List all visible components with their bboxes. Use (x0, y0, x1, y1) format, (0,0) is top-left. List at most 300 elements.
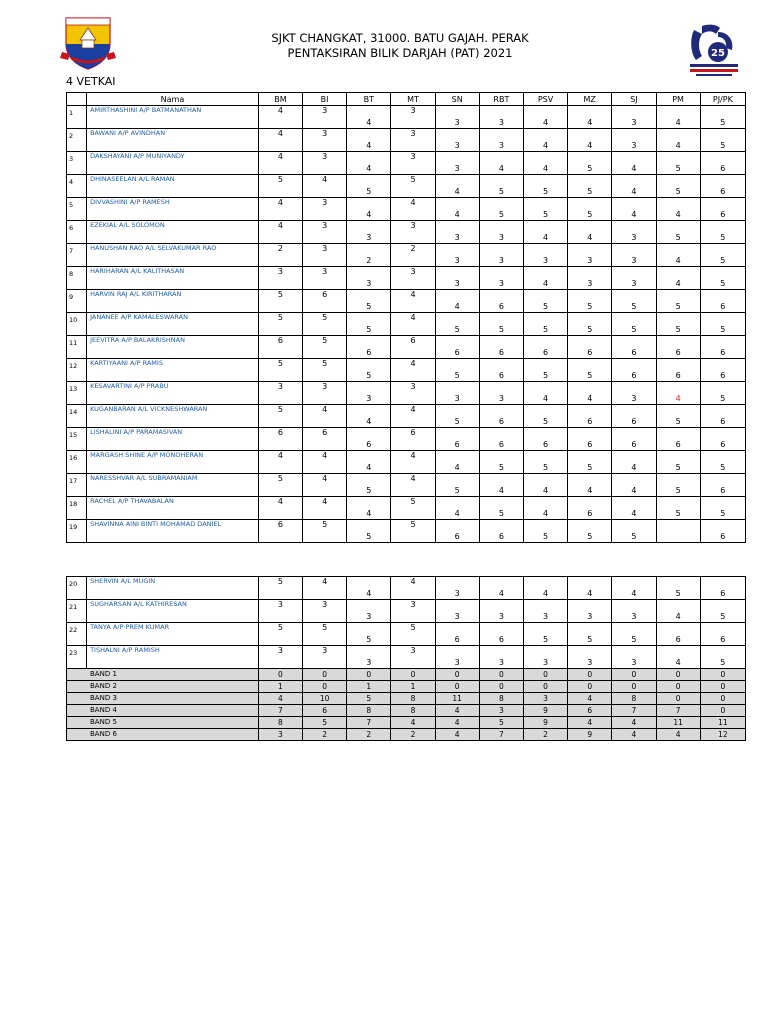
score-cell: 6 (523, 428, 567, 451)
header-rbt: RBT (479, 93, 523, 106)
score-cell: 3 (391, 152, 435, 175)
score-cell: 5 (700, 451, 745, 474)
score-cell: 5 (258, 313, 302, 336)
score-cell: 3 (347, 221, 391, 244)
header-bm: BM (258, 93, 302, 106)
table-row (67, 198, 746, 221)
score-cell: 4 (303, 451, 347, 474)
exam-title: PENTAKSIRAN BILIK DARJAH (PAT) 2021 (287, 46, 513, 60)
score-cell: 5 (700, 600, 745, 623)
score-cell: 3 (612, 267, 656, 290)
band-count: 0 (303, 669, 347, 681)
score-cell: 4 (568, 129, 612, 152)
score-cell: 6 (656, 359, 700, 382)
score-cell: 6 (479, 336, 523, 359)
band-count: 4 (435, 729, 479, 741)
score-cell: 4 (347, 405, 391, 428)
table-row (67, 221, 746, 244)
score-cell: 3 (479, 600, 523, 623)
score-cell: 4 (612, 577, 656, 600)
band-label: BAND 3 (67, 693, 259, 705)
score-cell: 4 (523, 221, 567, 244)
score-cell: 5 (303, 520, 347, 543)
score-cell: 3 (435, 244, 479, 267)
score-cell: 3 (303, 198, 347, 221)
band-count: 8 (258, 717, 302, 729)
score-cell: 6 (700, 152, 745, 175)
score-cell: 4 (612, 474, 656, 497)
score-cell: 5 (700, 244, 745, 267)
band-count: 3 (479, 705, 523, 717)
score-cell: 5 (523, 198, 567, 221)
table-header-row (67, 93, 746, 106)
score-cell: 5 (479, 313, 523, 336)
table-row (67, 290, 746, 313)
score-cell: 5 (347, 175, 391, 198)
score-cell: 4 (391, 577, 435, 600)
score-cell: 5 (523, 405, 567, 428)
document-title (200, 31, 600, 61)
score-cell: 4 (612, 451, 656, 474)
score-table (66, 92, 746, 543)
score-cell: 5 (700, 646, 745, 669)
header-sn: SN (435, 93, 479, 106)
header-bt: BT (347, 93, 391, 106)
band-count: 0 (347, 669, 391, 681)
score-cell: 4 (435, 290, 479, 313)
header-bi: BI (303, 93, 347, 106)
score-cell: 4 (523, 129, 567, 152)
score-cell: 3 (303, 600, 347, 623)
score-cell: 5 (258, 290, 302, 313)
score-cell: 4 (656, 382, 700, 405)
score-cell: 5 (258, 405, 302, 428)
score-cell: 5 (568, 359, 612, 382)
score-cell: 6 (700, 428, 745, 451)
score-cell: 5 (568, 175, 612, 198)
score-cell: 6 (435, 520, 479, 543)
score-cell: 3 (435, 600, 479, 623)
band-count: 8 (347, 705, 391, 717)
band-count: 0 (656, 693, 700, 705)
band-label: BAND 6 (67, 729, 259, 741)
score-cell: 4 (656, 106, 700, 129)
student-name: SUGHARSAN A/L KATHIRESAN (87, 600, 259, 623)
band-count: 4 (568, 717, 612, 729)
score-cell: 5 (347, 520, 391, 543)
student-name: DIVVASHINI A/P RAMESH (87, 198, 259, 221)
header-pm: PM (656, 93, 700, 106)
student-name: MARGASH SHINE A/P MONOHERAN (87, 451, 259, 474)
header-no (67, 93, 87, 106)
table-row (67, 474, 746, 497)
score-cell: 5 (391, 497, 435, 520)
score-cell: 5 (523, 520, 567, 543)
row-number: 16 (67, 451, 87, 474)
band-count: 0 (568, 669, 612, 681)
band-count: 0 (523, 669, 567, 681)
score-cell: 6 (303, 428, 347, 451)
row-number: 18 (67, 497, 87, 520)
row-number: 21 (67, 600, 87, 623)
row-number: 22 (67, 623, 87, 646)
score-cell: 3 (568, 244, 612, 267)
score-cell: 5 (700, 221, 745, 244)
band-count: 7 (347, 717, 391, 729)
band-count: 8 (391, 693, 435, 705)
score-cell: 4 (568, 382, 612, 405)
score-cell: 6 (612, 359, 656, 382)
score-cell: 5 (656, 474, 700, 497)
score-cell: 3 (612, 600, 656, 623)
table-row (67, 428, 746, 451)
band-count: 9 (568, 729, 612, 741)
score-cell: 4 (347, 497, 391, 520)
band-count: 2 (391, 729, 435, 741)
score-cell: 3 (479, 646, 523, 669)
score-cell: 3 (479, 221, 523, 244)
score-cell: 3 (568, 600, 612, 623)
band-label: BAND 2 (67, 681, 259, 693)
row-number: 20 (67, 577, 87, 600)
score-cell: 6 (479, 623, 523, 646)
band-count: 12 (700, 729, 745, 741)
score-cell: 5 (523, 175, 567, 198)
band-count: 7 (656, 705, 700, 717)
band-row (67, 717, 746, 729)
band-row (67, 669, 746, 681)
header-pjpk: PJ/PK (700, 93, 745, 106)
band-count: 1 (391, 681, 435, 693)
score-cell: 4 (612, 152, 656, 175)
student-name: AMIRTHASHINI A/P BATMANATHAN (87, 106, 259, 129)
score-cell: 4 (568, 106, 612, 129)
band-count: 4 (612, 717, 656, 729)
score-cell: 3 (612, 382, 656, 405)
score-cell: 4 (568, 577, 612, 600)
score-cell: 3 (258, 646, 302, 669)
score-cell: 4 (258, 221, 302, 244)
score-cell: 5 (656, 175, 700, 198)
row-number: 7 (67, 244, 87, 267)
score-cell: 5 (303, 336, 347, 359)
score-cell: 4 (479, 474, 523, 497)
score-cell: 6 (435, 336, 479, 359)
score-cell: 4 (479, 577, 523, 600)
band-row (67, 705, 746, 717)
table-row (67, 313, 746, 336)
band-count: 4 (435, 705, 479, 717)
table-row (67, 359, 746, 382)
score-cell: 5 (391, 520, 435, 543)
band-count: 0 (612, 681, 656, 693)
row-number: 17 (67, 474, 87, 497)
score-cell: 3 (435, 646, 479, 669)
score-cell: 6 (347, 336, 391, 359)
row-number: 12 (67, 359, 87, 382)
score-cell: 4 (391, 405, 435, 428)
band-count: 0 (700, 705, 745, 717)
student-name: SHAVINNA AINI BINTI MOHAMAD DANIEL (87, 520, 259, 543)
band-count: 6 (568, 705, 612, 717)
row-number: 9 (67, 290, 87, 313)
table-row (67, 405, 746, 428)
score-cell (656, 520, 700, 543)
score-cell: 4 (258, 497, 302, 520)
band-count: 0 (479, 681, 523, 693)
student-name: EZEKIAL A/L SOLOMON (87, 221, 259, 244)
score-cell: 5 (391, 623, 435, 646)
score-cell: 5 (656, 497, 700, 520)
score-cell: 5 (303, 623, 347, 646)
score-cell: 5 (612, 290, 656, 313)
band-count: 4 (435, 717, 479, 729)
score-cell: 3 (258, 600, 302, 623)
band-count: 11 (700, 717, 745, 729)
score-cell: 5 (612, 623, 656, 646)
band-count: 0 (700, 669, 745, 681)
student-name: TANYA A/P PREM KUMAR (87, 623, 259, 646)
band-count: 4 (656, 729, 700, 741)
score-cell: 4 (656, 646, 700, 669)
score-cell: 5 (347, 623, 391, 646)
band-count: 7 (479, 729, 523, 741)
band-count: 0 (700, 681, 745, 693)
band-count: 0 (656, 681, 700, 693)
score-cell: 5 (656, 451, 700, 474)
band-count: 0 (523, 681, 567, 693)
score-cell: 5 (479, 451, 523, 474)
table-row (67, 497, 746, 520)
score-cell: 4 (258, 451, 302, 474)
score-cell: 5 (435, 313, 479, 336)
score-cell: 5 (479, 198, 523, 221)
band-count: 0 (258, 669, 302, 681)
student-name: LISHALINI A/P PARAMASIVAN (87, 428, 259, 451)
score-cell: 5 (700, 106, 745, 129)
band-count: 11 (656, 717, 700, 729)
score-cell: 6 (568, 405, 612, 428)
table-row (67, 520, 746, 543)
score-cell: 4 (612, 497, 656, 520)
score-cell: 4 (347, 451, 391, 474)
score-cell: 2 (347, 244, 391, 267)
row-number: 15 (67, 428, 87, 451)
table-row (67, 244, 746, 267)
score-cell: 6 (700, 175, 745, 198)
score-cell: 3 (391, 382, 435, 405)
student-name: HANUSHAN RAO A/L SELVAKUMAR RAO (87, 244, 259, 267)
student-name: TISHALNI A/P RAMISH (87, 646, 259, 669)
score-cell: 3 (435, 267, 479, 290)
band-row (67, 681, 746, 693)
score-cell: 5 (435, 405, 479, 428)
score-cell: 4 (435, 497, 479, 520)
score-cell: 5 (568, 290, 612, 313)
score-cell: 4 (391, 313, 435, 336)
score-cell: 4 (391, 198, 435, 221)
score-cell: 6 (700, 336, 745, 359)
score-cell: 6 (479, 359, 523, 382)
student-name: BAWANI A/P AVINDHAN (87, 129, 259, 152)
row-number: 8 (67, 267, 87, 290)
student-name: DAKSHAYANI A/P MUNIYANDY (87, 152, 259, 175)
row-number: 4 (67, 175, 87, 198)
score-cell: 5 (568, 313, 612, 336)
score-cell: 3 (347, 382, 391, 405)
row-number: 5 (67, 198, 87, 221)
header-name: Nama (87, 93, 259, 106)
score-cell: 6 (568, 497, 612, 520)
score-cell: 5 (258, 359, 302, 382)
band-count: 0 (435, 681, 479, 693)
score-cell: 6 (700, 359, 745, 382)
band-count: 8 (612, 693, 656, 705)
band-label: BAND 1 (67, 669, 259, 681)
score-cell: 3 (391, 129, 435, 152)
score-cell: 6 (700, 474, 745, 497)
score-cell: 3 (612, 129, 656, 152)
score-cell: 4 (347, 152, 391, 175)
header-sj: SJ (612, 93, 656, 106)
band-count: 0 (612, 669, 656, 681)
score-cell: 5 (700, 313, 745, 336)
score-cell: 4 (523, 577, 567, 600)
table-row (67, 267, 746, 290)
score-cell: 4 (435, 198, 479, 221)
score-cell: 4 (303, 577, 347, 600)
score-cell: 4 (612, 198, 656, 221)
score-cell: 3 (523, 244, 567, 267)
band-count: 5 (479, 717, 523, 729)
band-count: 7 (612, 705, 656, 717)
score-cell: 3 (479, 267, 523, 290)
header-mz: MZ (568, 93, 612, 106)
score-cell: 4 (391, 290, 435, 313)
band-count: 1 (258, 681, 302, 693)
row-number: 2 (67, 129, 87, 152)
student-name: RACHEL A/P THAVABALAN (87, 497, 259, 520)
score-cell: 6 (391, 336, 435, 359)
student-name: HARIHARAN A/L KALITHASAN (87, 267, 259, 290)
score-cell: 6 (700, 577, 745, 600)
score-cell: 4 (523, 497, 567, 520)
row-number: 1 (67, 106, 87, 129)
header-mt: MT (391, 93, 435, 106)
score-cell: 6 (303, 290, 347, 313)
score-cell: 5 (479, 497, 523, 520)
score-cell: 3 (479, 106, 523, 129)
score-cell: 6 (523, 336, 567, 359)
score-cell: 6 (612, 428, 656, 451)
score-cell: 4 (656, 129, 700, 152)
row-number: 11 (67, 336, 87, 359)
score-cell: 3 (435, 129, 479, 152)
score-cell: 4 (303, 175, 347, 198)
score-cell: 5 (303, 359, 347, 382)
score-cell: 4 (479, 152, 523, 175)
score-cell: 6 (435, 623, 479, 646)
score-cell: 3 (303, 221, 347, 244)
score-cell: 5 (700, 382, 745, 405)
score-cell: 5 (568, 198, 612, 221)
score-cell: 3 (612, 106, 656, 129)
score-cell: 6 (435, 428, 479, 451)
table-row (67, 382, 746, 405)
score-cell: 5 (656, 577, 700, 600)
band-count: 2 (347, 729, 391, 741)
score-cell: 4 (523, 152, 567, 175)
band-count: 9 (523, 717, 567, 729)
score-cell: 6 (479, 405, 523, 428)
band-count: 2 (303, 729, 347, 741)
score-cell: 6 (700, 290, 745, 313)
score-cell: 6 (612, 336, 656, 359)
score-cell: 6 (479, 520, 523, 543)
band-count: 1 (347, 681, 391, 693)
student-name: JANANEE A/P KAMALESWARAN (87, 313, 259, 336)
band-count: 0 (391, 669, 435, 681)
score-cell: 4 (391, 451, 435, 474)
score-cell: 5 (656, 405, 700, 428)
band-count: 0 (700, 693, 745, 705)
score-cell: 3 (435, 106, 479, 129)
score-cell: 5 (523, 290, 567, 313)
score-cell: 4 (435, 175, 479, 198)
score-cell: 2 (258, 244, 302, 267)
table-row (67, 451, 746, 474)
score-cell: 4 (656, 198, 700, 221)
table-row (67, 646, 746, 669)
score-cell: 5 (700, 497, 745, 520)
table-row (67, 106, 746, 129)
score-cell: 3 (612, 244, 656, 267)
score-cell: 3 (523, 646, 567, 669)
band-row (67, 693, 746, 705)
score-cell: 5 (612, 520, 656, 543)
score-cell: 4 (303, 497, 347, 520)
score-cell: 5 (523, 623, 567, 646)
score-cell: 3 (347, 600, 391, 623)
svg-text:25: 25 (711, 48, 725, 59)
score-cell: 5 (258, 577, 302, 600)
row-number: 14 (67, 405, 87, 428)
band-count: 0 (656, 669, 700, 681)
score-cell: 3 (391, 267, 435, 290)
student-name: DHINASEELAN A/L RAMAN (87, 175, 259, 198)
band-count: 0 (303, 681, 347, 693)
score-cell: 4 (523, 382, 567, 405)
row-number: 19 (67, 520, 87, 543)
score-cell: 5 (568, 152, 612, 175)
band-count: 5 (347, 693, 391, 705)
score-cell: 4 (347, 577, 391, 600)
score-cell: 3 (303, 129, 347, 152)
score-cell: 3 (479, 244, 523, 267)
score-cell: 4 (391, 474, 435, 497)
row-number: 3 (67, 152, 87, 175)
score-cell: 3 (479, 129, 523, 152)
score-cell: 5 (258, 474, 302, 497)
score-cell: 3 (303, 106, 347, 129)
score-cell: 5 (656, 290, 700, 313)
score-cell: 6 (258, 520, 302, 543)
score-cell: 4 (435, 451, 479, 474)
score-cell: 3 (435, 382, 479, 405)
band-count: 0 (568, 681, 612, 693)
table-row (67, 600, 746, 623)
score-cell: 3 (612, 646, 656, 669)
